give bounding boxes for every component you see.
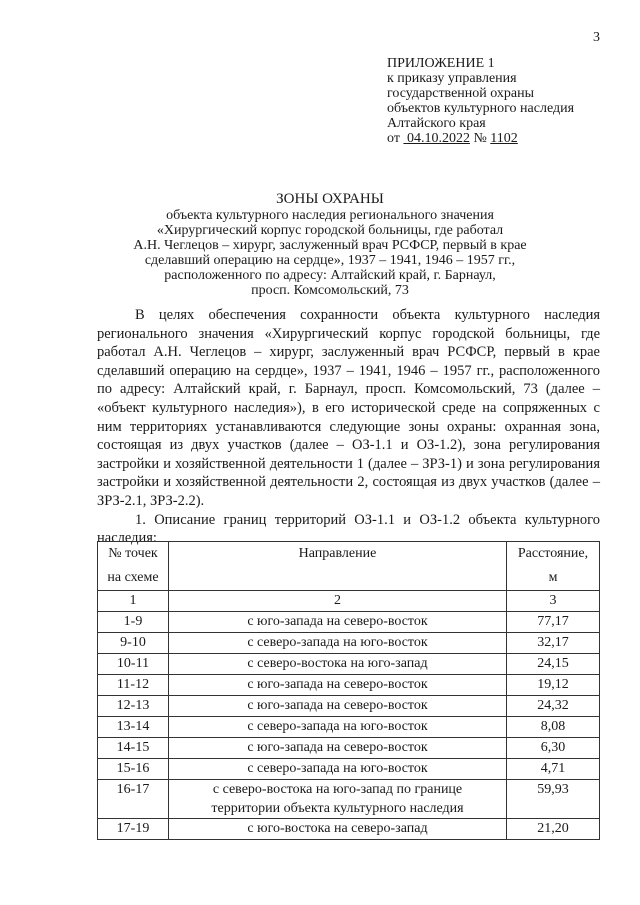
title-line: «Хирургический корпус городской больницы, где работал — [156, 223, 504, 238]
appendix-line: объектов культурного наследия — [387, 101, 575, 116]
cell-distance: 19,12 — [507, 675, 600, 696]
page-number: 3 — [593, 30, 600, 45]
cell-direction: с северо-востока на юго-запад по границе территории объекта культурного наследия — [169, 780, 507, 819]
cell-direction: с юго-запада на северо-восток — [169, 612, 507, 633]
appendix-header — [387, 56, 627, 146]
cell-distance: 4,71 — [507, 759, 600, 780]
number-label: № — [473, 131, 487, 146]
column-number: 3 — [507, 591, 600, 612]
appendix-line: Алтайского края — [387, 116, 486, 131]
table-row — [98, 738, 600, 759]
cell-distance: 21,20 — [507, 819, 600, 840]
cell-direction: с северо-востока на юго-запад — [169, 654, 507, 675]
header-direction: Направление — [169, 542, 507, 591]
cell-direction: с северо-запада на юго-восток — [169, 717, 507, 738]
cell-points: 16-17 — [98, 780, 169, 819]
order-number: 1102 — [490, 131, 518, 146]
table-row — [98, 759, 600, 780]
cell-points: 13-14 — [98, 717, 169, 738]
cell-distance: 59,93 — [507, 780, 600, 819]
appendix-line: государственной охраны — [387, 86, 535, 101]
cell-distance: 6,30 — [507, 738, 600, 759]
cell-distance: 24,15 — [507, 654, 600, 675]
cell-points: 15-16 — [98, 759, 169, 780]
table-row — [98, 654, 600, 675]
table-row — [98, 780, 600, 819]
boundary-table — [97, 541, 600, 840]
body-paragraph-intro: В целях обеспечения сохранности объекта культурного наследия регионального значения «Хирургический корпус городской больницы, где работал А.Н. Чеглецов – хирург, заслуженный врач РСФСР, первый в крае сделавший операцию на сердце», 1937 – 1941, 1946 – 1957 гг., расположенного по адресу: Алтайский край, г. Барнаул, просп. Комсомольский, 73 (далее – «объект культурного наследия»), в его исторической среде на сопряженных с ним территориях устанавливаются следующие зоны охраны: охранная зона, состоящая из двух участков (далее – ОЗ-1.1 и ОЗ-1.2), зона регулирования застройки и хозяйственной деятельности 1 (далее – ЗРЗ-1) и зона регулирования застройки и хозяйственной деятельности 2, состоящая из двух участков (далее – ЗРЗ-2.1, ЗРЗ-2.2). — [97, 307, 600, 509]
column-number: 2 — [169, 591, 507, 612]
table-column-numbers-row — [98, 591, 600, 612]
cell-direction: с юго-востока на северо-запад — [169, 819, 507, 840]
title-line: сделавший операцию на сердце», 1937 – 1941, 1946 – 1957 гг., — [144, 253, 516, 268]
table-row — [98, 696, 600, 717]
document-title — [100, 192, 560, 298]
title-line: А.Н. Чеглецов – хирург, заслуженный врач РСФСР, первый в крае — [133, 238, 527, 253]
header-distance: Расстояние, м — [507, 542, 600, 591]
table-row — [98, 612, 600, 633]
cell-direction: с северо-запада на юго-восток — [169, 633, 507, 654]
appendix-line: к приказу управления — [387, 71, 517, 86]
cell-points: 14-15 — [98, 738, 169, 759]
table-header-row — [98, 542, 600, 591]
title-main: ЗОНЫ ОХРАНЫ — [276, 191, 384, 207]
order-date: 04.10.2022 — [406, 131, 470, 146]
cell-distance: 24,32 — [507, 696, 600, 717]
cell-points: 10-11 — [98, 654, 169, 675]
cell-points: 1-9 — [98, 612, 169, 633]
header-points: № точек на схеме — [98, 542, 169, 591]
body-paragraph-section-1: 1. Описание границ территорий ОЗ-1.1 и ОЗ-1.2 объекта культурного наследия: — [97, 511, 600, 547]
cell-points: 11-12 — [98, 675, 169, 696]
title-line: расположенного по адресу: Алтайский край, г. Барнаул, — [164, 268, 496, 283]
title-line: объекта культурного наследия регионального значения — [166, 208, 494, 223]
table-row — [98, 819, 600, 840]
cell-direction: с северо-запада на юго-восток — [169, 759, 507, 780]
from-label: от — [387, 131, 400, 146]
cell-distance: 32,17 — [507, 633, 600, 654]
body-text — [97, 306, 600, 548]
cell-direction: с юго-запада на северо-восток — [169, 696, 507, 717]
cell-direction: с юго-запада на северо-восток — [169, 738, 507, 759]
table-row — [98, 675, 600, 696]
appendix-order-line — [387, 131, 627, 146]
cell-points: 9-10 — [98, 633, 169, 654]
cell-distance: 77,17 — [507, 612, 600, 633]
appendix-title: ПРИЛОЖЕНИЕ 1 — [387, 56, 495, 71]
table-row — [98, 717, 600, 738]
column-number: 1 — [98, 591, 169, 612]
cell-distance: 8,08 — [507, 717, 600, 738]
title-line: просп. Комсомольский, 73 — [251, 283, 409, 298]
table-row — [98, 633, 600, 654]
cell-points: 17-19 — [98, 819, 169, 840]
cell-direction: с юго-запада на северо-восток — [169, 675, 507, 696]
cell-points: 12-13 — [98, 696, 169, 717]
